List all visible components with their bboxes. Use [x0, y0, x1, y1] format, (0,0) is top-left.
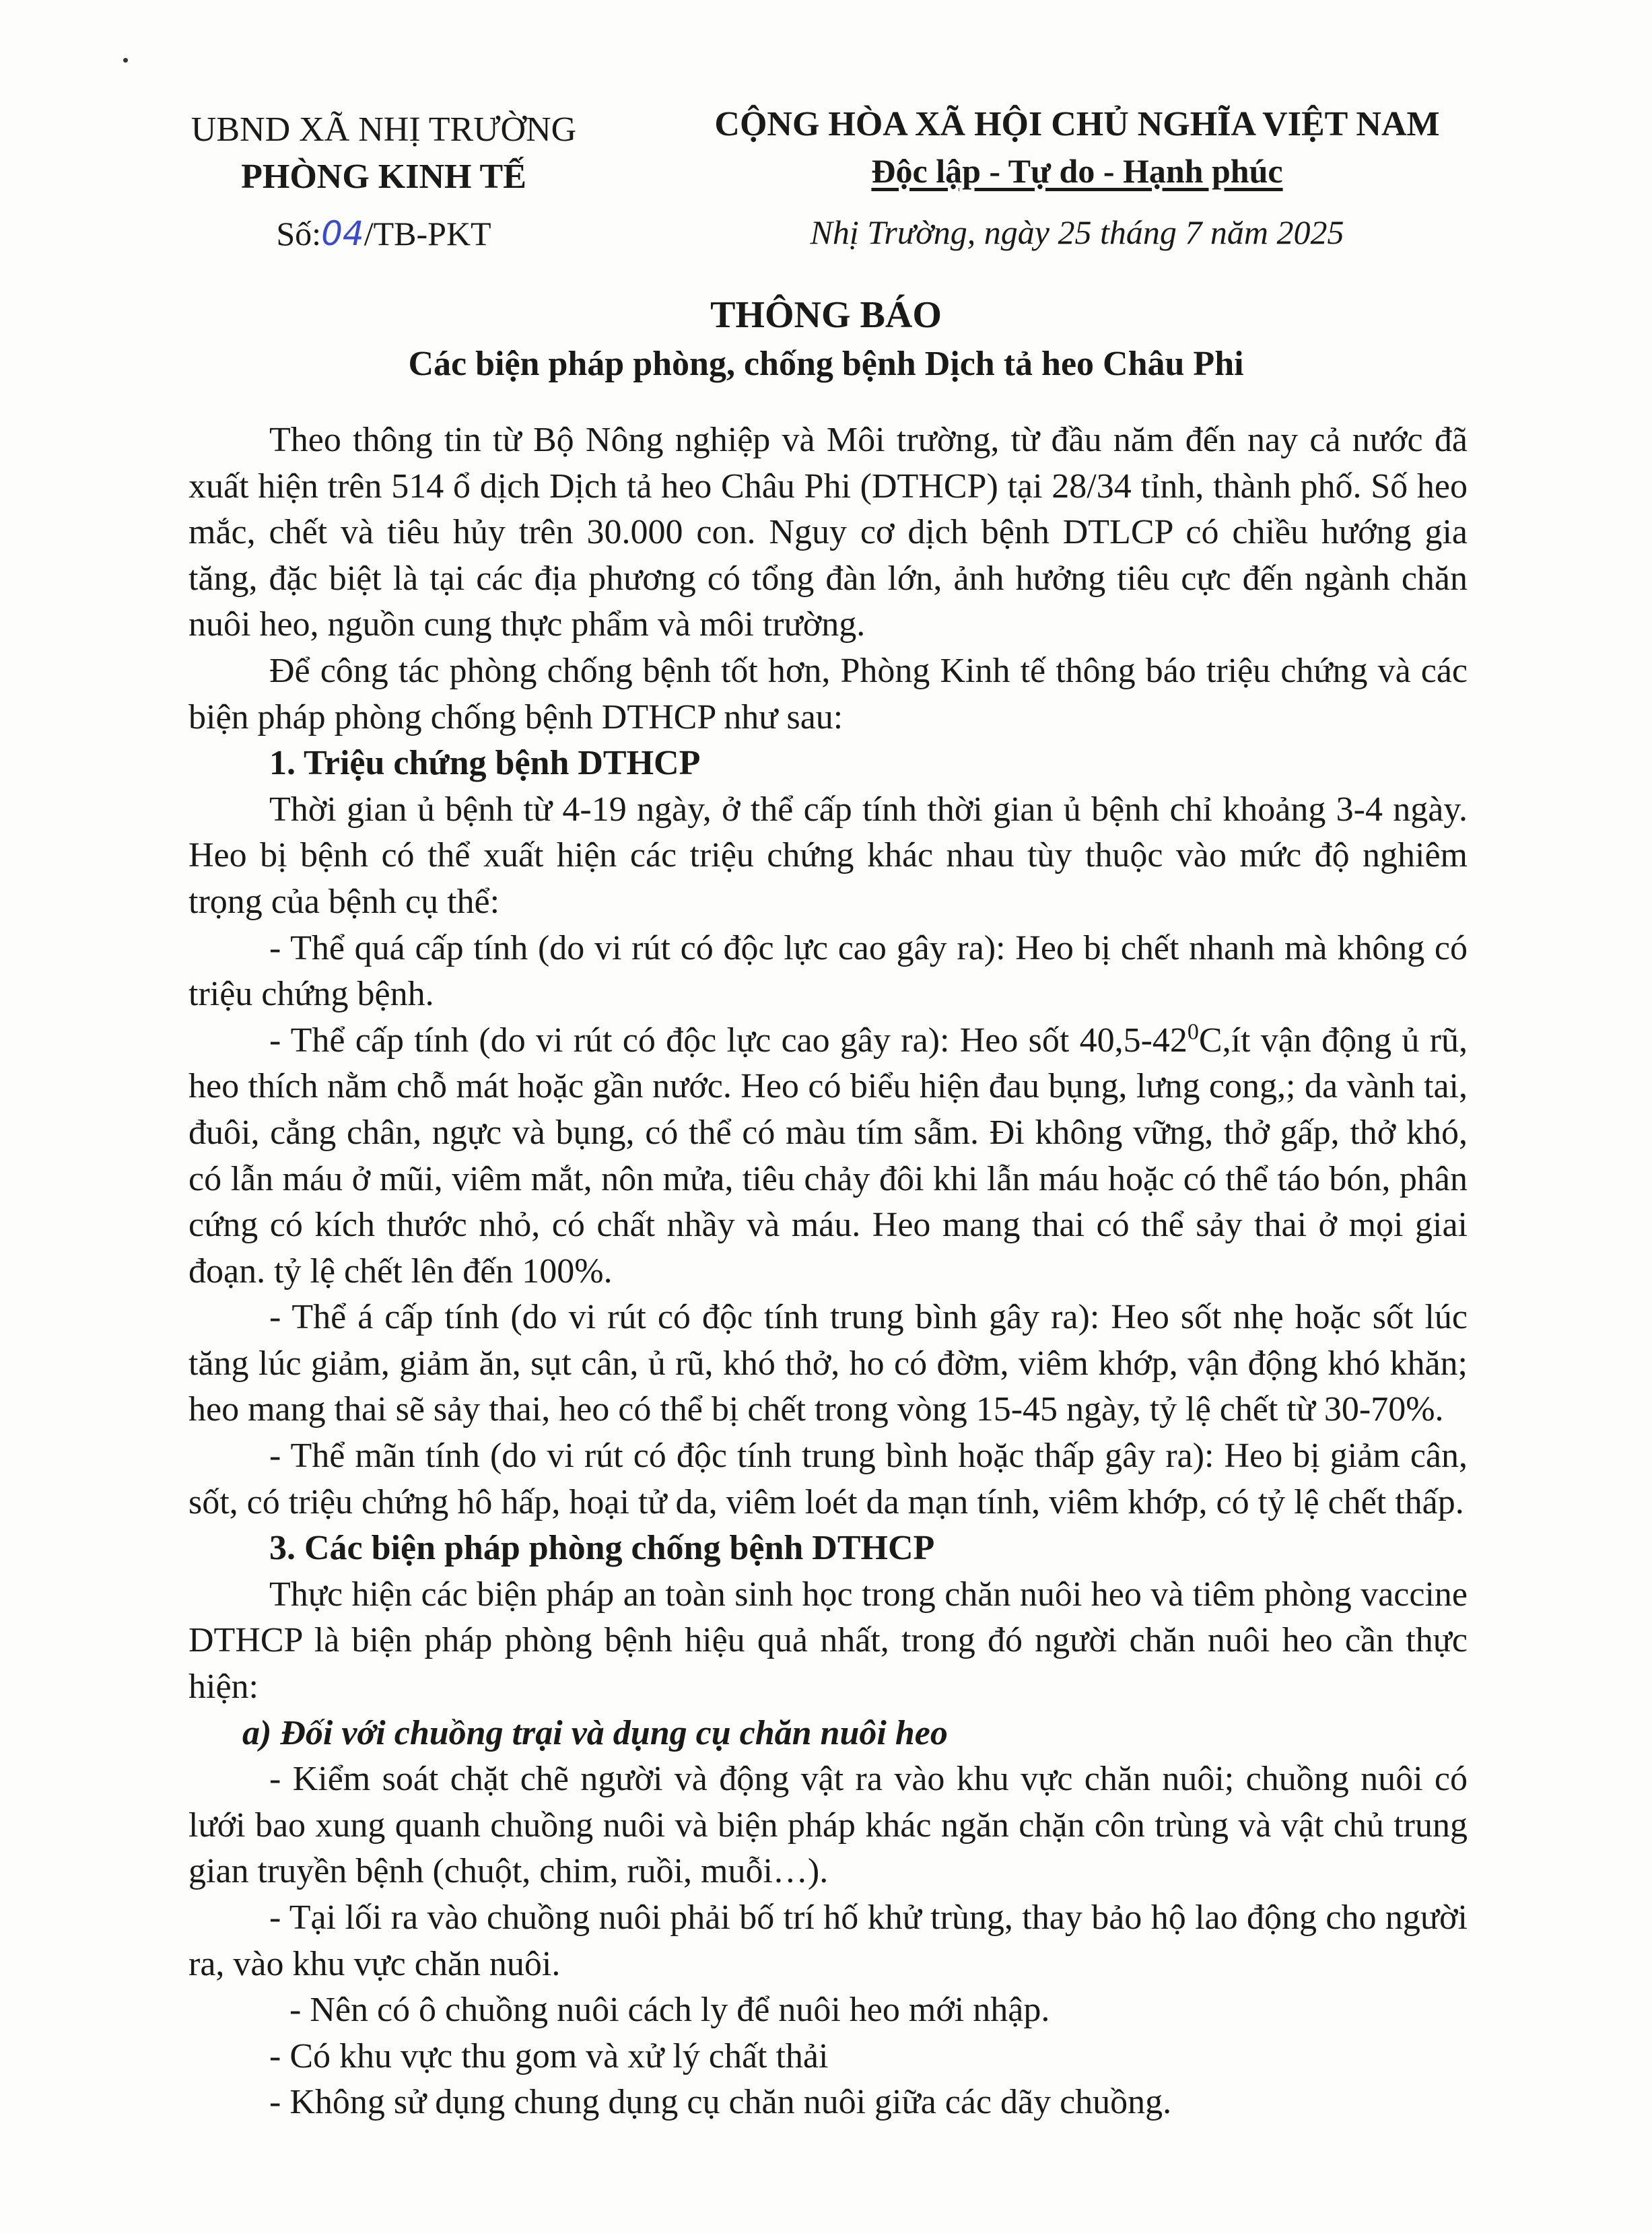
paragraph-intro-2: Để công tác phòng chống bệnh tốt hơn, Phòng Kinh tế thông báo triệu chứng và các biện pháp phòng chống bệnh DTHCP như sau:	[188, 651, 1468, 736]
section-3-heading: 3. Các biện pháp phòng chống bệnh DTHCP	[269, 1529, 935, 1568]
doc-number-handwritten: 04	[321, 214, 364, 253]
paragraph-a-2: - Tại lối ra vào chuồng nuôi phải bố trí hố khử trùng, thay bảo hộ lao động cho người ra, vào khu vực chăn nuôi.	[188, 1898, 1468, 1983]
paragraph-chronic: - Thể mãn tính (do vi rút có độc tính trung bình hoặc thấp gây ra): Heo bị giảm cân, sốt, có triệu chứng hô hấp, hoại tử da, viêm loét da mạn tính, viêm khớp, có tỷ lệ chết thấp.	[188, 1437, 1468, 1521]
document-body	[188, 417, 1468, 2126]
paragraph-hyperacute: - Thể quá cấp tính (do vi rút có độc lực cao gây ra): Heo bị chết nhanh mà không có triệu chứng bệnh.	[188, 928, 1468, 1014]
section-1-heading: 1. Triệu chứng bệnh DTHCP	[269, 744, 701, 783]
paragraph-measures-intro: Thực hiện các biện pháp an toàn sinh học trong chăn nuôi heo và tiêm phòng vaccine DTHCP là biện pháp phòng bệnh hiệu quả nhất, trong đó người chăn nuôi heo cần thực hiện:	[188, 1575, 1468, 1707]
doc-number-suffix: /TB-PKT	[364, 215, 491, 252]
place-date: Nhị Trường, ngày 25 tháng 7 năm 2025	[810, 213, 1344, 251]
department-name: PHÒNG KINH TẾ	[241, 158, 526, 196]
acute-text-end: C,ít vận động ủ rũ, heo thích nằm chỗ mát hoặc gần nước. Heo có biểu hiện đau bụng, lưng cong,; da vành tai, đuôi, cẳng chân, ngực và bụng, có thể có màu tím sẫm. Đi không vững, thở gấp, thở khó, có lẫn máu ở mũi, viêm mắt, nôn mửa, tiêu chảy đôi khi lẫn máu hoặc có thể táo bón, phân cứng có kích thước nhỏ, có chất nhầy và máu. Heo mang thai có thể sảy thai ở mọi giai đoạn. tỷ lệ chết lên đến 100%.	[188, 1021, 1468, 1291]
scan-speck	[123, 58, 128, 63]
paragraph-subacute: - Thể á cấp tính (do vi rút có độc tính trung bình gây ra): Heo sốt nhẹ hoặc sốt lúc tăng lúc giảm, giảm ăn, sụt cân, ủ rũ, khó thở, ho có đờm, viêm khớp, vận động khó khăn; heo mang thai sẽ sảy thai, heo có thể bị chết trong vòng 15-45 ngày, tỷ lệ chết từ 30-70%.	[188, 1298, 1468, 1429]
paragraph-acute	[188, 1018, 1468, 1295]
degree-superscript: 0	[1187, 1019, 1199, 1045]
paragraph-symptoms-intro: Thời gian ủ bệnh từ 4-19 ngày, ở thể cấp tính thời gian ủ bệnh chỉ khoảng 3-4 ngày. Heo bị bệnh có thể xuất hiện các triệu chứng khác nhau tùy thuộc vào mức độ nghiêm trọng của bệnh cụ thể:	[188, 790, 1468, 921]
agency-name: UBND XÃ NHỊ TRƯỜNG	[191, 110, 577, 149]
header-left	[162, 106, 606, 257]
nation-title: CỘNG HÒA XÃ HỘI CHỦ NGHĨA VIỆT NAM	[714, 105, 1440, 143]
document-subtitle: Các biện pháp phòng, chống bệnh Dịch tả heo Châu Phi	[408, 345, 1244, 383]
title-block	[0, 289, 1652, 388]
doc-number-prefix: Số:	[276, 215, 322, 252]
national-motto: Độc lập - Tự do - Hạnh phúc	[871, 152, 1283, 190]
paragraph-a-5: - Không sử dụng chung dụng cụ chăn nuôi giữa các dãy chuồng.	[269, 2083, 1172, 2122]
paragraph-a-4: - Có khu vực thu gom và xử lý chất thải	[269, 2036, 829, 2075]
document-number	[162, 210, 606, 257]
acute-text-start: - Thể cấp tính (do vi rút có độc lực cao gây ra): Heo sốt 40,5-42	[269, 1021, 1188, 1060]
paragraph-intro-1: Theo thông tin từ Bộ Nông nghiệp và Môi trường, từ đầu năm đến nay cả nước đã xuất hiện trên 514 ổ dịch Dịch tả heo Châu Phi (DTHCP) tại 28/34 tỉnh, thành phố. Số heo mắc, chết và tiêu hủy trên 30.000 con. Nguy cơ dịch bệnh DTLCP có chiều hướng gia tăng, đặc biệt là tại các địa phương có tổng đàn lớn, ảnh hưởng tiêu cực đến ngành chăn nuôi heo, nguồn cung thực phẩm và môi trường.	[188, 421, 1468, 644]
subsection-a-heading: a) Đối với chuồng trại và dụng cụ chăn nuôi heo	[242, 1713, 948, 1752]
header-right	[633, 101, 1521, 256]
paragraph-a-1: - Kiểm soát chặt chẽ người và động vật ra vào khu vực chăn nuôi; chuồng nuôi có lưới bao xung quanh chuồng nuôi và biện pháp khác ngăn chặn côn trùng và vật chủ trung gian truyền bệnh (chuột, chim, ruồi, muỗi…).	[188, 1760, 1468, 1891]
document-title: THÔNG BÁO	[710, 294, 942, 336]
paragraph-a-3: - Nên có ô chuồng nuôi cách ly để nuôi heo mới nhập.	[289, 1991, 1050, 2030]
